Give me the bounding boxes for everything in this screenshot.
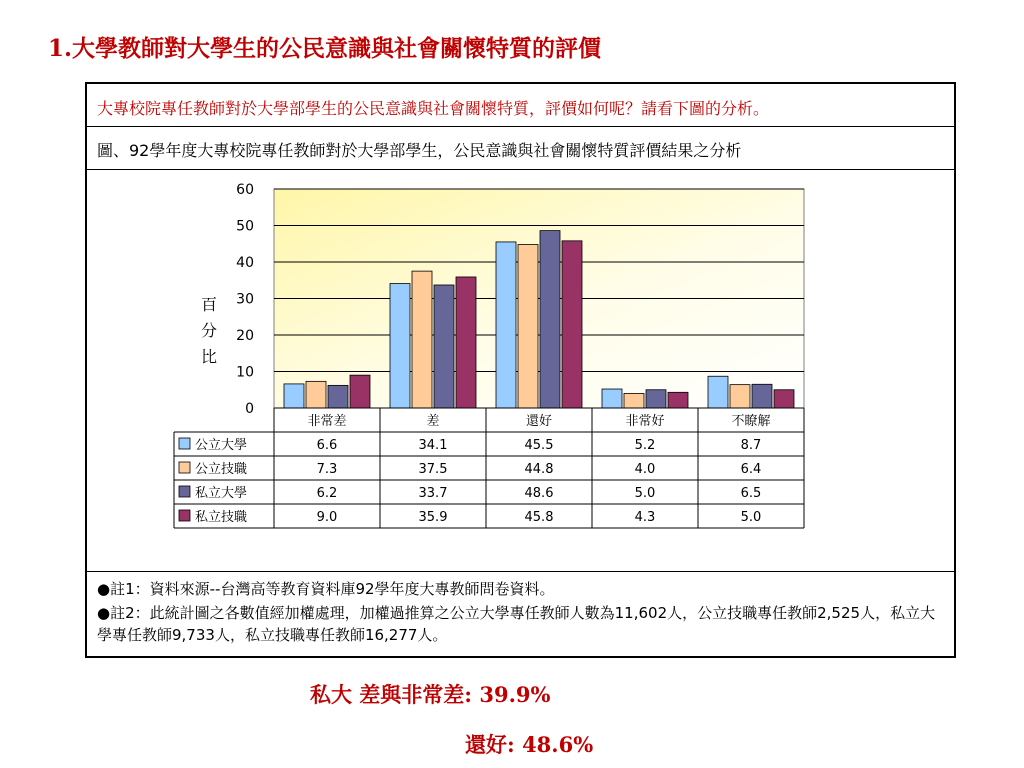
legend-swatch: [179, 486, 190, 497]
bar: [412, 271, 432, 408]
caption-row: [87, 127, 954, 170]
legend-swatch: [179, 462, 190, 473]
bar: [562, 241, 582, 408]
legend-swatch: [179, 438, 190, 449]
bar: [456, 277, 476, 408]
data-label: 6.5: [740, 486, 762, 501]
bar: [496, 242, 516, 408]
data-label: 5.0: [634, 486, 656, 501]
legend-label: 公立大學: [195, 438, 248, 453]
bar: [284, 384, 304, 408]
legend-label: 私立大學: [195, 486, 248, 501]
intro-text: 大專校院專任教師對於大學部學生的公民意識與社會關懷特質，評價如何呢？請看下圖的分析。: [97, 99, 770, 118]
y-axis-label: 分: [200, 321, 218, 340]
bar: [730, 385, 750, 408]
category-label: 還好: [525, 414, 553, 429]
bar: [540, 231, 560, 408]
data-label: 35.9: [418, 510, 448, 525]
bar: [518, 244, 538, 408]
slide-title: 1.大學教師對大學生的公民意識與社會關懷特質的評價: [48, 35, 602, 62]
data-label: 44.8: [524, 462, 554, 477]
y-tick-label: 10: [236, 364, 254, 381]
summary-line-2: 還好: 48.6%: [465, 732, 594, 757]
y-tick-label: 30: [236, 291, 254, 308]
data-label: 8.7: [740, 438, 762, 453]
bar: [668, 392, 688, 408]
y-axis-label: 比: [200, 347, 218, 366]
category-label: 非常好: [625, 414, 665, 429]
legend-label: 私立技職: [195, 510, 248, 525]
y-tick-label: 50: [236, 218, 254, 235]
summary-line-1: 私大 差與非常差: 39.9%: [310, 682, 551, 707]
data-label: 6.4: [740, 462, 762, 477]
figure-caption: 圖、92學年度大專校院專任教師對於大學部學生，公民意識與社會關懷特質評價結果之分析: [97, 141, 742, 160]
y-axis-label: 百: [200, 295, 218, 314]
data-label: 48.6: [524, 486, 554, 501]
bar: [646, 390, 666, 408]
data-label: 37.5: [418, 462, 448, 477]
bar: [434, 285, 454, 408]
bar: [350, 375, 370, 408]
legend-swatch: [179, 510, 190, 521]
bar: [390, 284, 410, 408]
bar: [708, 376, 728, 408]
bar: [306, 381, 326, 408]
data-label: 6.2: [316, 486, 338, 501]
data-label: 33.7: [418, 486, 448, 501]
data-label: 45.5: [524, 438, 554, 453]
data-label: 5.0: [740, 510, 762, 525]
data-label: 5.2: [634, 438, 656, 453]
intro-row: [87, 84, 954, 127]
data-label: 45.8: [524, 510, 554, 525]
bar: [774, 390, 794, 408]
category-label: 不瞭解: [731, 414, 771, 429]
data-label: 9.0: [316, 510, 338, 525]
y-tick-label: 20: [236, 328, 254, 344]
bar: [328, 385, 348, 408]
chart-row: [87, 170, 954, 572]
data-label: 6.6: [316, 438, 338, 453]
category-label: 差: [426, 414, 440, 429]
notes-row: [87, 572, 954, 656]
y-tick-label: 60: [236, 182, 254, 198]
data-label: 34.1: [418, 438, 448, 453]
chart-frame: [85, 82, 956, 658]
bar: [752, 384, 772, 408]
data-label: 7.3: [316, 462, 338, 477]
y-tick-label: 40: [236, 255, 254, 271]
data-label: 4.0: [634, 462, 656, 477]
note-1: ●註1：資料來源--台灣高等教育資料庫92學年度大專教師問卷資料。: [97, 580, 555, 598]
data-label: 4.3: [634, 510, 656, 525]
bar-chart: [87, 170, 954, 570]
bar: [624, 393, 644, 408]
category-label: 非常差: [307, 414, 347, 429]
legend-label: 公立技職: [195, 462, 248, 477]
note-2: ●註2：此統計圖之各數值經加權處理，加權過推算之公立大學專任教師人數為11,602人，公立技職專任教師2,525人，私立大學專任教師9,733人，私立技職專任教師16,277人。: [97, 604, 936, 644]
bar: [602, 389, 622, 408]
y-tick-label: 0: [245, 401, 254, 417]
